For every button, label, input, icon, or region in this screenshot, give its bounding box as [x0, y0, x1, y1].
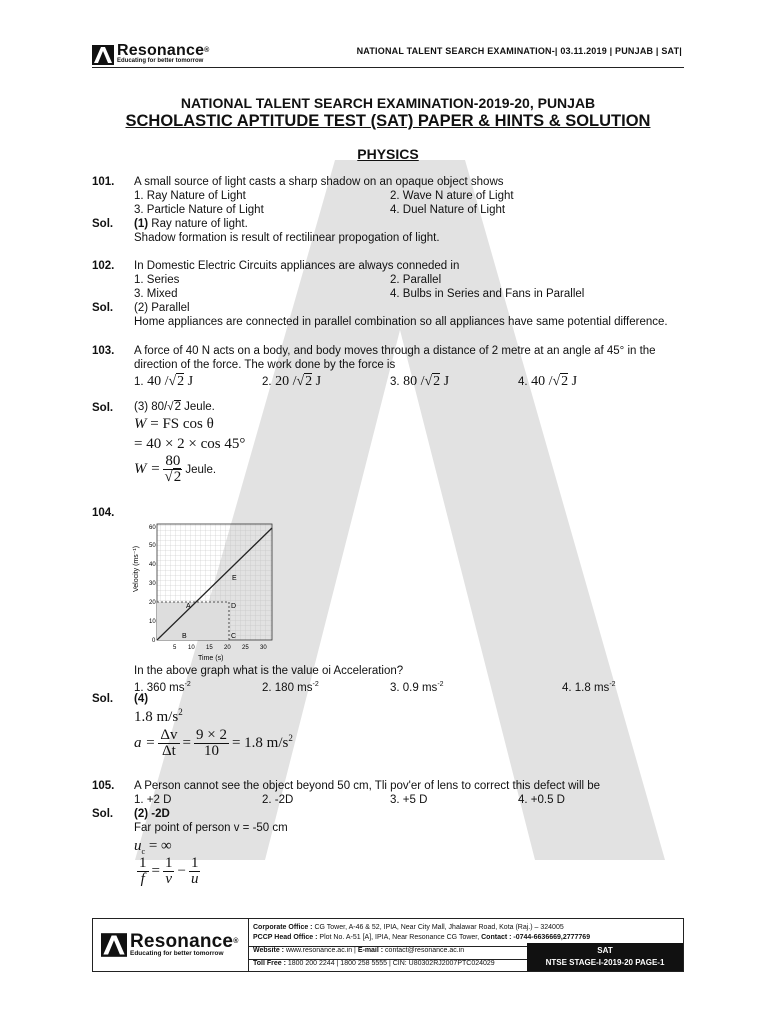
- option-1: 1. +2 D: [134, 794, 172, 806]
- solution-explanation: Shadow formation is result of rectilinear propogation of light.: [134, 232, 440, 244]
- velocity-time-graph: [130, 520, 285, 662]
- question-number: 102.: [92, 260, 115, 272]
- option-1: 1. 360 $ms^{-2}$: [134, 681, 191, 694]
- option-2: 2. Parallel: [390, 274, 442, 286]
- solution-label: Sol.: [92, 693, 114, 705]
- option-2: 2. 20 /√2 J: [262, 374, 322, 389]
- solution-explanation: Far point of person v = -50 cm: [134, 822, 288, 834]
- option-4: 4. 40 /√2 J: [518, 374, 578, 389]
- question-number: 101.: [92, 176, 115, 188]
- solution-explanation: Home appliances are connected in parallel combination so all appliances have same potential difference.: [134, 316, 668, 328]
- option-1: 1. Series: [134, 274, 180, 286]
- header-logo: Resonance® Educating for better tomorrow: [92, 44, 210, 65]
- option-4: 4. Bulbs in Series and Fans in Parallel: [390, 288, 585, 300]
- toll-free: Toll Free : 1800 200 2244 | 1800 258 5555 | CIN: U80302RJ2007PTC024029: [253, 959, 495, 967]
- option-3: 3. 0.9 $ms^{-2}$: [390, 681, 444, 694]
- page-title: NATIONAL TALENT SEARCH EXAMINATION-2019-20, PUNJAB: [180, 95, 596, 111]
- x-tick: 25: [242, 645, 249, 651]
- x-tick: 30: [260, 645, 267, 651]
- option-2: 2. -2D: [262, 794, 294, 806]
- footer-divider: [249, 946, 527, 947]
- page-subtitle: SCHOLASTIC APTITUDE TEST (SAT) PAPER & HINTS & SOLUTION: [125, 112, 651, 130]
- question-number: 103.: [92, 345, 115, 357]
- shaded-area: [157, 602, 229, 640]
- resonance-logo-icon: [92, 45, 114, 65]
- option-2: 2. 180 $ms^{-2}$: [262, 681, 319, 694]
- question-number: 105.: [92, 780, 115, 792]
- point-label: A: [186, 603, 191, 610]
- x-tick-labels: [173, 645, 267, 651]
- option-4: 4. Duel Nature of Light: [390, 204, 506, 216]
- pccp-office: PCCP Head Office : Plot No. A-51 [A], IPIA, Near Resonance CG Tower, Contact : -0744-6636669,2777769: [253, 933, 591, 941]
- work-result: W = $\frac{80}{√2}$ Jeule.: [134, 453, 217, 485]
- solution-answer: (1) Ray nature of light.: [134, 218, 248, 230]
- website-email: Website : www.resonance.ac.in | E-mail : contact@resonance.ac.in: [253, 947, 465, 954]
- option-3: 3. Mixed: [134, 288, 178, 300]
- y-tick: 0: [152, 638, 156, 644]
- y-axis-label: Velocity (ms⁻¹): [133, 545, 140, 592]
- y-tick: 30: [149, 581, 156, 587]
- option-4: 4. 1.8 $ms^{-2}$: [562, 681, 616, 694]
- y-tick: 60: [149, 525, 156, 531]
- acceleration-equation: a = $\frac{\Delta v}{\Delta t}$ = $\frac{9 \times 2}{10}$ = 1.8 $m/s^2$: [134, 727, 293, 759]
- option-1: 1. Ray Nature of Light: [134, 190, 246, 202]
- footer-logo: Resonance® Educating for better tomorrow: [93, 919, 249, 971]
- question-text-line-1: A force of 40 N acts on a body, and body moves through a distance of 2 metre at an angle af 45° in the: [134, 345, 656, 357]
- exam-info: NATIONAL TALENT SEARCH EXAMINATION-| 03.11.2019 | PUNJAB | SAT|: [356, 46, 682, 56]
- point-label: B: [182, 633, 187, 640]
- solution-label: Sol.: [92, 402, 114, 414]
- solution-answer: (2) -2D: [134, 808, 170, 820]
- x-tick: 15: [206, 645, 213, 651]
- question-text: A Person cannot see the object beyond 50 cm, Tli pov'er of lens to correct this defect will be: [134, 780, 601, 792]
- question-text: A small source of light casts a sharp shadow on an opaque object shows: [134, 176, 504, 188]
- work-substitution: = 40 × 2 × cos 45°: [134, 436, 246, 452]
- solution-answer: (4): [134, 693, 149, 705]
- page-badge: SAT NTSE STAGE-I-2019-20 PAGE-1: [527, 943, 683, 971]
- solution-label: Sol.: [92, 218, 114, 230]
- y-tick-labels: [149, 525, 156, 644]
- resonance-logo-icon: [101, 933, 127, 957]
- option-1: 1. 40 /√2 J: [134, 374, 194, 389]
- y-tick: 20: [149, 600, 156, 606]
- option-4: 4. +0.5 D: [518, 794, 565, 806]
- point-label: E: [232, 575, 237, 582]
- page-header: [92, 44, 684, 68]
- solution-label: Sol.: [92, 808, 114, 820]
- option-3: 3. 80 /√2 J: [390, 374, 450, 389]
- question-text: In the above graph what is the value oi Acceleration?: [134, 665, 404, 677]
- point-label: D: [231, 603, 237, 610]
- solution-answer: (3) 80/√2 Jeule.: [134, 401, 215, 413]
- x-tick: 20: [224, 645, 231, 651]
- solution-answer: (2) Parallel: [134, 302, 190, 314]
- option-3: 3. Particle Nature of Light: [134, 204, 264, 216]
- y-tick: 10: [149, 619, 156, 625]
- solution-label: Sol.: [92, 302, 114, 314]
- x-tick: 5: [173, 645, 177, 651]
- x-tick: 10: [188, 645, 195, 651]
- footer-divider: [249, 959, 527, 960]
- lens-formula: $\frac{1}{f}$ = $\frac{1}{v}$ − $\frac{1}{u}$: [139, 855, 199, 887]
- subject-heading: PHYSICS: [357, 146, 419, 162]
- work-equation: W = FS cos θ: [134, 416, 214, 432]
- page-footer: [92, 918, 684, 972]
- point-label: C: [231, 633, 237, 640]
- question-number: 104.: [92, 507, 115, 519]
- acceleration-result: 1.8 $m/s^2$: [134, 707, 183, 725]
- y-tick: 40: [149, 562, 156, 568]
- option-2: 2. Wave N ature of Light: [390, 190, 514, 202]
- object-distance-equation: $u_c$ = ∞: [134, 838, 172, 856]
- x-axis-label: Time (s): [198, 655, 224, 662]
- corporate-office: Corporate Office : CG Tower, A-46 & 52, IPIA, Near City Mall, Jhalawar Road, Kota (Raj.) – 324005: [253, 924, 564, 931]
- y-tick: 50: [149, 543, 156, 549]
- question-text-line-2: direction of the force. The work done by the force is: [134, 359, 396, 371]
- option-3: 3. +5 D: [390, 794, 428, 806]
- question-text: In Domestic Electric Circuits appliances are always conneded in: [134, 260, 460, 272]
